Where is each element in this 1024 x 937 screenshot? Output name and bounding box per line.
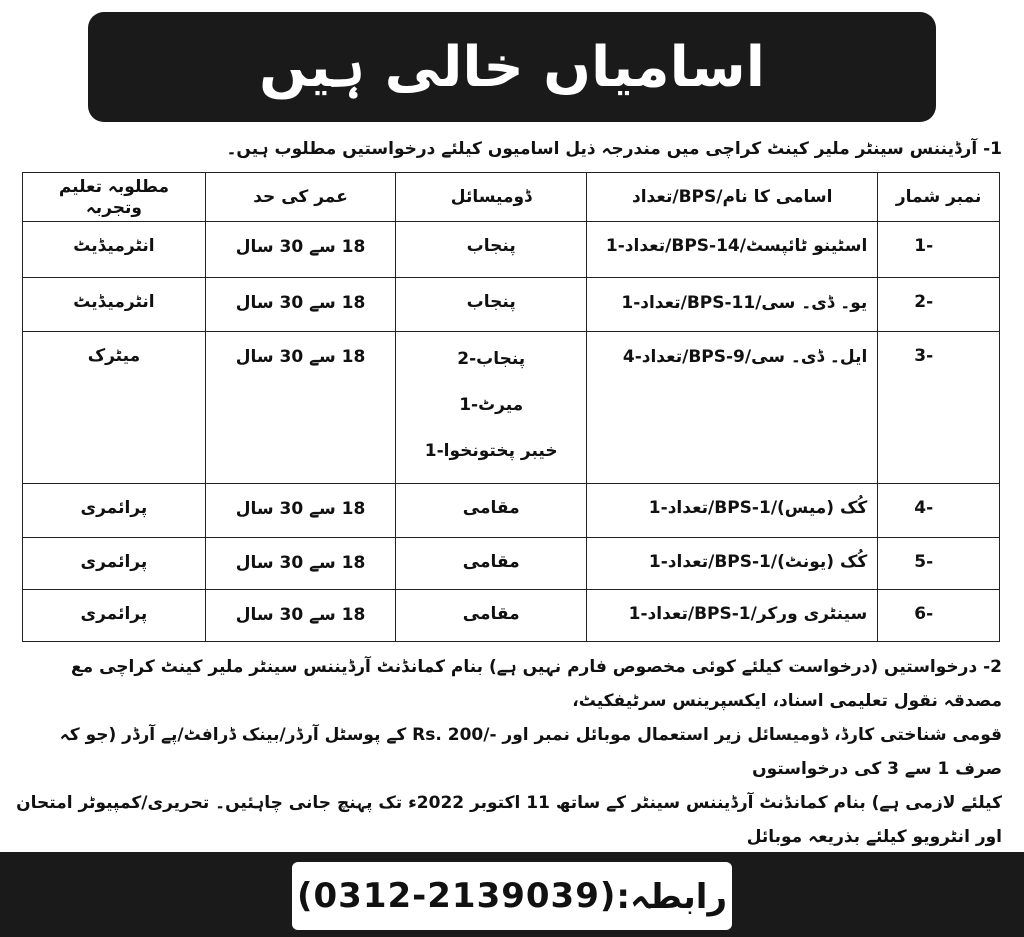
row-post: سینٹری ورکر/BPS-1/تعداد-1 <box>587 590 878 642</box>
header-domicile: ڈومیسائل <box>396 173 587 222</box>
row-domicile: پنجاب <box>396 222 587 278</box>
row-domicile <box>396 332 587 484</box>
instruction-line: قومی شناختی کارڈ، ڈومیسائل زیر استعمال موبائل نمبر اور -/Rs. 200 کے پوسٹل آرڈر/بینک ڈرافٹ/پے آرڈر (جو کہ صرف 1 سے 3 کی درخواستوں <box>59 725 1002 779</box>
row-domicile: مقامی <box>396 590 587 642</box>
row-domicile: پنجاب <box>396 278 587 332</box>
contact-label: رابطہ: <box>616 876 728 917</box>
row-serial: 6- <box>878 590 1000 642</box>
row-domicile: مقامی <box>396 484 587 538</box>
header-banner <box>88 12 936 122</box>
row-education: انٹرمیڈیٹ <box>23 278 206 332</box>
row-post: کُک (میس)/BPS-1/تعداد-1 <box>587 484 878 538</box>
row-serial: 2- <box>878 278 1000 332</box>
header-post: اسامی کا نام/BPS/تعداد <box>587 173 878 222</box>
row-education: پرائمری <box>23 484 206 538</box>
contact-box <box>292 862 732 930</box>
intro-text: 1- آرڈیننس سینٹر ملیر کینٹ کراچی میں مندرجہ ذیل اسامیوں کیلئے درخواستیں مطلوب ہیں۔ <box>226 139 1002 159</box>
contact-phone[interactable]: (0312-2139039) <box>296 876 617 916</box>
row-education: پرائمری <box>23 590 206 642</box>
table-row <box>23 538 1000 590</box>
header-education: مطلوبہ تعلیم وتجربہ <box>23 173 206 222</box>
row-serial: 5- <box>878 538 1000 590</box>
table-row <box>23 332 1000 484</box>
row-age: 18 سے 30 سال <box>205 538 395 590</box>
table-row <box>23 278 1000 332</box>
row-education: میٹرک <box>23 332 206 484</box>
row-education: انٹرمیڈیٹ <box>23 222 206 278</box>
row-education: پرائمری <box>23 538 206 590</box>
header-serial: نمبر شمار <box>878 173 1000 222</box>
row-post: اسٹینو ٹائپسٹ/BPS-14/تعداد-1 <box>587 222 878 278</box>
row-serial: 1- <box>878 222 1000 278</box>
vacancies-table <box>22 172 1000 642</box>
instruction-line: 2- درخواستیں (درخواست کیلئے کوئی مخصوص فارم نہیں ہے) بنام کمانڈنٹ آرڈیننس سینٹر ملیر کینٹ کراچی مع مصدقہ نقول تعلیمی اسناد، ایکسپرینس سرٹیفکیٹ، <box>71 657 1002 711</box>
instruction-line: کیلئے لازمی ہے) بنام کمانڈنٹ آرڈیننس سینٹر کے ساتھ 11 اکتوبر 2022ء تک پہنچ جانی چاہئیں۔ تحریری/کمپیوٹر امتحان اور انٹرویو کیلئے بذریعہ موبائل <box>16 793 1002 847</box>
page-title: اسامیاں خالی ہیں <box>259 34 765 100</box>
row-domicile: مقامی <box>396 538 587 590</box>
row-age: 18 سے 30 سال <box>205 222 395 278</box>
domicile-item: پنجاب-2 <box>457 349 526 369</box>
row-serial: 4- <box>878 484 1000 538</box>
table-row <box>23 590 1000 642</box>
domicile-list <box>406 346 576 464</box>
row-age: 18 سے 30 سال <box>205 484 395 538</box>
row-serial: 3- <box>878 332 1000 484</box>
row-age: 18 سے 30 سال <box>205 278 395 332</box>
row-post: کُک (یونٹ)/BPS-1/تعداد-1 <box>587 538 878 590</box>
row-age: 18 سے 30 سال <box>205 590 395 642</box>
table-row <box>23 222 1000 278</box>
domicile-item: خیبر پختونخوا-1 <box>424 441 558 461</box>
row-post: ایل۔ ڈی۔ سی/BPS-9/تعداد-4 <box>587 332 878 484</box>
table-row <box>23 484 1000 538</box>
header-age: عمر کی حد <box>205 173 395 222</box>
domicile-item: میرٹ-1 <box>459 395 524 415</box>
row-post: یو۔ ڈی۔ سی/BPS-11/تعداد-1 <box>587 278 878 332</box>
row-age: 18 سے 30 سال <box>205 332 395 484</box>
table-header-row <box>23 173 1000 222</box>
